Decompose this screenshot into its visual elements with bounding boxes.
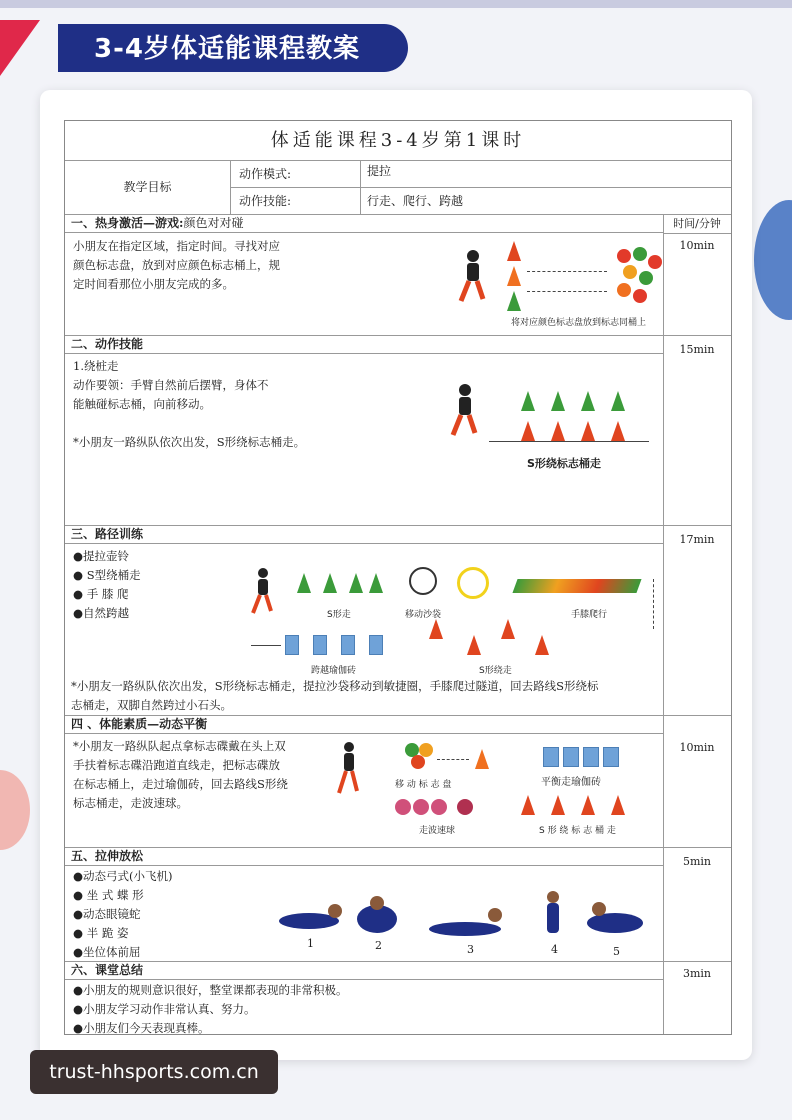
cone-icon <box>349 573 363 593</box>
label-move-bag: 移动沙袋 <box>405 610 442 620</box>
section-5-time: 5min <box>682 855 712 868</box>
goal-block <box>65 161 731 215</box>
text-line: ●小朋友们今天表现真棒。 <box>73 1021 210 1035</box>
text-line <box>73 414 305 433</box>
list-item: ● 手 膝 爬 <box>73 587 129 601</box>
list-item: ● 坐 式 蝶 形 <box>73 888 144 902</box>
bosu-ball-icon <box>395 799 411 815</box>
cone-icon <box>507 291 521 311</box>
bosu-ball-icon <box>431 799 447 815</box>
text-line: 定时间看那位小朋友完成的多。 <box>73 277 234 291</box>
time-column-divider <box>663 215 664 1034</box>
yoga-brick-icon <box>563 747 579 767</box>
list-item: ●自然跨越 <box>73 606 130 620</box>
section-3-list <box>73 547 141 623</box>
running-kid-icon <box>447 383 481 441</box>
text-line: 标志桶走，走波速球。 <box>73 796 188 810</box>
watermark: trust-hhsports.com.cn <box>30 1050 278 1094</box>
section-3-head: 三、路径训练 <box>65 526 663 544</box>
kettlebell-icon <box>409 567 437 595</box>
cone-icon <box>501 619 515 639</box>
text-line: *小朋友一路纵队依次出发，S形绕标志桶走。 <box>73 435 306 449</box>
marker-disc-icon <box>639 271 653 285</box>
bosu-ball-icon <box>457 799 473 815</box>
section-6-time: 3min <box>682 967 712 980</box>
stretch-poses-illustration <box>273 891 653 951</box>
section-4-head: 四 、体能素质—动态平衡 <box>65 716 663 734</box>
marker-disc-icon <box>633 247 647 261</box>
marker-disc-icon <box>648 255 662 269</box>
cone-icon <box>551 795 565 815</box>
text-line: 在标志桶上，走过瑜伽砖，回去路线S形绕 <box>73 777 288 791</box>
top-strip <box>0 0 792 8</box>
list-item: ●动态弓式(小飞机) <box>73 869 173 883</box>
cone-icon <box>535 635 549 655</box>
cone-icon <box>581 421 595 441</box>
yoga-brick-icon <box>341 635 355 655</box>
mode-value: 提拉 <box>361 161 731 188</box>
decor-circle-left <box>0 770 30 850</box>
running-kid-icon <box>247 567 277 617</box>
table-title: 体适能课程3-4岁第1课时 <box>65 121 731 161</box>
section-3-note <box>71 677 599 715</box>
text-line: 志桶走，双脚自然跨过小石头。 <box>71 698 232 712</box>
text-line: 动作要领：手臂自然前后摆臂，身体不 <box>73 378 269 392</box>
section-6-text <box>73 981 348 1038</box>
section-4-text <box>73 737 288 813</box>
section-6-head: 六、课堂总结 <box>65 962 663 980</box>
skill-label: 动作技能: <box>231 188 361 214</box>
section-1-title-extra: 颜色对对碰 <box>183 216 244 230</box>
cone-icon <box>507 266 521 286</box>
cone-icon <box>611 421 625 441</box>
banner-red-triangle <box>0 20 40 76</box>
marker-disc-icon <box>411 755 425 769</box>
text-line: *小朋友一路纵队依次出发，S形绕标志桶走，提拉沙袋移动到敏捷圈，手膝爬过隧道，回去路线S形绕标 <box>71 679 599 693</box>
arrow-left-icon <box>251 645 281 646</box>
section-3-time: 17min <box>679 533 715 546</box>
marker-disc-icon <box>633 289 647 303</box>
label-s-cones: S 形 绕 标 志 桶 走 <box>539 826 616 836</box>
bosu-ball-icon <box>413 799 429 815</box>
section-2-text <box>73 357 305 452</box>
cone-icon <box>611 795 625 815</box>
text-line: *小朋友一路纵队起点拿标志碟戴在头上双 <box>73 739 286 753</box>
cone-icon <box>475 749 489 769</box>
section-1-caption: 将对应颜色标志盘放到标志同桶上 <box>511 318 647 328</box>
section-1-title: 一、热身激活—游戏: <box>71 216 184 230</box>
cone-icon <box>521 421 535 441</box>
cone-icon <box>581 795 595 815</box>
decor-circle-right <box>754 200 792 320</box>
marker-disc-icon <box>623 265 637 279</box>
label-yoga: 跨越瑜伽砖 <box>311 666 357 676</box>
list-item: ● S型绕桶走 <box>73 568 141 582</box>
yoga-brick-icon <box>603 747 619 767</box>
pose-number: 1 <box>307 937 314 950</box>
yoga-brick-icon <box>583 747 599 767</box>
list-item: ●坐位体前屈 <box>73 945 141 959</box>
time-header: 时间/分钟 <box>663 215 731 234</box>
label-crawl: 手膝爬行 <box>571 610 608 620</box>
pose-number: 5 <box>613 945 620 958</box>
running-kid-icon <box>333 741 363 797</box>
pose-number: 3 <box>467 943 474 956</box>
list-item: ●提拉壶铃 <box>73 549 130 563</box>
arrow-right-icon <box>437 759 469 760</box>
yoga-brick-icon <box>543 747 559 767</box>
cone-icon <box>521 391 535 411</box>
arrow-left-icon <box>489 441 649 442</box>
title-banner <box>0 20 410 76</box>
cone-icon <box>429 619 443 639</box>
section-1-head <box>65 215 663 233</box>
cone-icon <box>551 391 565 411</box>
section-2-caption: S形绕标志桶走 <box>527 457 601 470</box>
skill-value: 行走、爬行、跨越 <box>367 194 464 208</box>
section-5-list <box>73 867 173 962</box>
return-arrow-icon <box>653 579 655 629</box>
text-line: 能触碰标志桶，向前移动。 <box>73 397 211 411</box>
pose-number: 2 <box>375 939 382 952</box>
yoga-brick-icon <box>369 635 383 655</box>
yoga-brick-icon <box>313 635 327 655</box>
crawl-tunnel-icon <box>512 579 641 593</box>
text-line: 1.绕桩走 <box>73 359 119 373</box>
section-1-time: 10min <box>679 239 715 252</box>
cone-icon <box>521 795 535 815</box>
banner-title: 3-4岁体适能课程教案 <box>94 34 360 64</box>
section-4-time: 10min <box>679 741 715 754</box>
label-s-walk: S形走 <box>327 610 351 620</box>
list-item: ●动态眼镜蛇 <box>73 907 141 921</box>
cone-icon <box>369 573 383 593</box>
cone-icon <box>323 573 337 593</box>
cone-icon <box>467 635 481 655</box>
list-item: ● 半 跪 姿 <box>73 926 129 940</box>
yoga-brick-icon <box>285 635 299 655</box>
cone-icon <box>581 391 595 411</box>
section-5-head: 五、拉伸放松 <box>65 848 663 866</box>
section-2-head: 二、动作技能 <box>65 336 663 354</box>
text-line: ●小朋友学习动作非常认真、努力。 <box>73 1002 256 1016</box>
arrow-right-icon <box>527 271 607 272</box>
mode-label: 动作模式: <box>231 161 361 188</box>
cone-icon <box>611 391 625 411</box>
text-line: 小朋友在指定区域，指定时间。寻找对应 <box>73 239 280 253</box>
text-line: 颜色标志盘，放到对应颜色标志桶上，规 <box>73 258 280 272</box>
section-2-time: 15min <box>679 343 715 356</box>
marker-disc-icon <box>617 249 631 263</box>
agility-ring-icon <box>457 567 489 599</box>
divider <box>663 335 731 336</box>
cone-icon <box>507 241 521 261</box>
cone-icon <box>297 573 311 593</box>
label-balance: 平衡走瑜伽砖 <box>541 777 601 788</box>
section-1-text <box>73 237 280 294</box>
goal-label: 教学目标 <box>65 161 231 214</box>
marker-disc-icon <box>617 283 631 297</box>
text-line: 手扶着标志碟沿跑道直线走，把标志碟放 <box>73 758 280 772</box>
lesson-table <box>64 120 732 1035</box>
label-bosu: 走波速球 <box>419 826 456 836</box>
pose-number: 4 <box>551 943 558 956</box>
arrow-left-icon <box>527 291 607 292</box>
label-move-disc: 移 动 标 志 盘 <box>395 780 452 790</box>
text-line: ●小朋友的规则意识很好，整堂课都表现的非常积极。 <box>73 983 348 997</box>
label-s-around: S形绕走 <box>479 666 512 676</box>
running-kid-icon <box>455 249 489 307</box>
cone-icon <box>551 421 565 441</box>
